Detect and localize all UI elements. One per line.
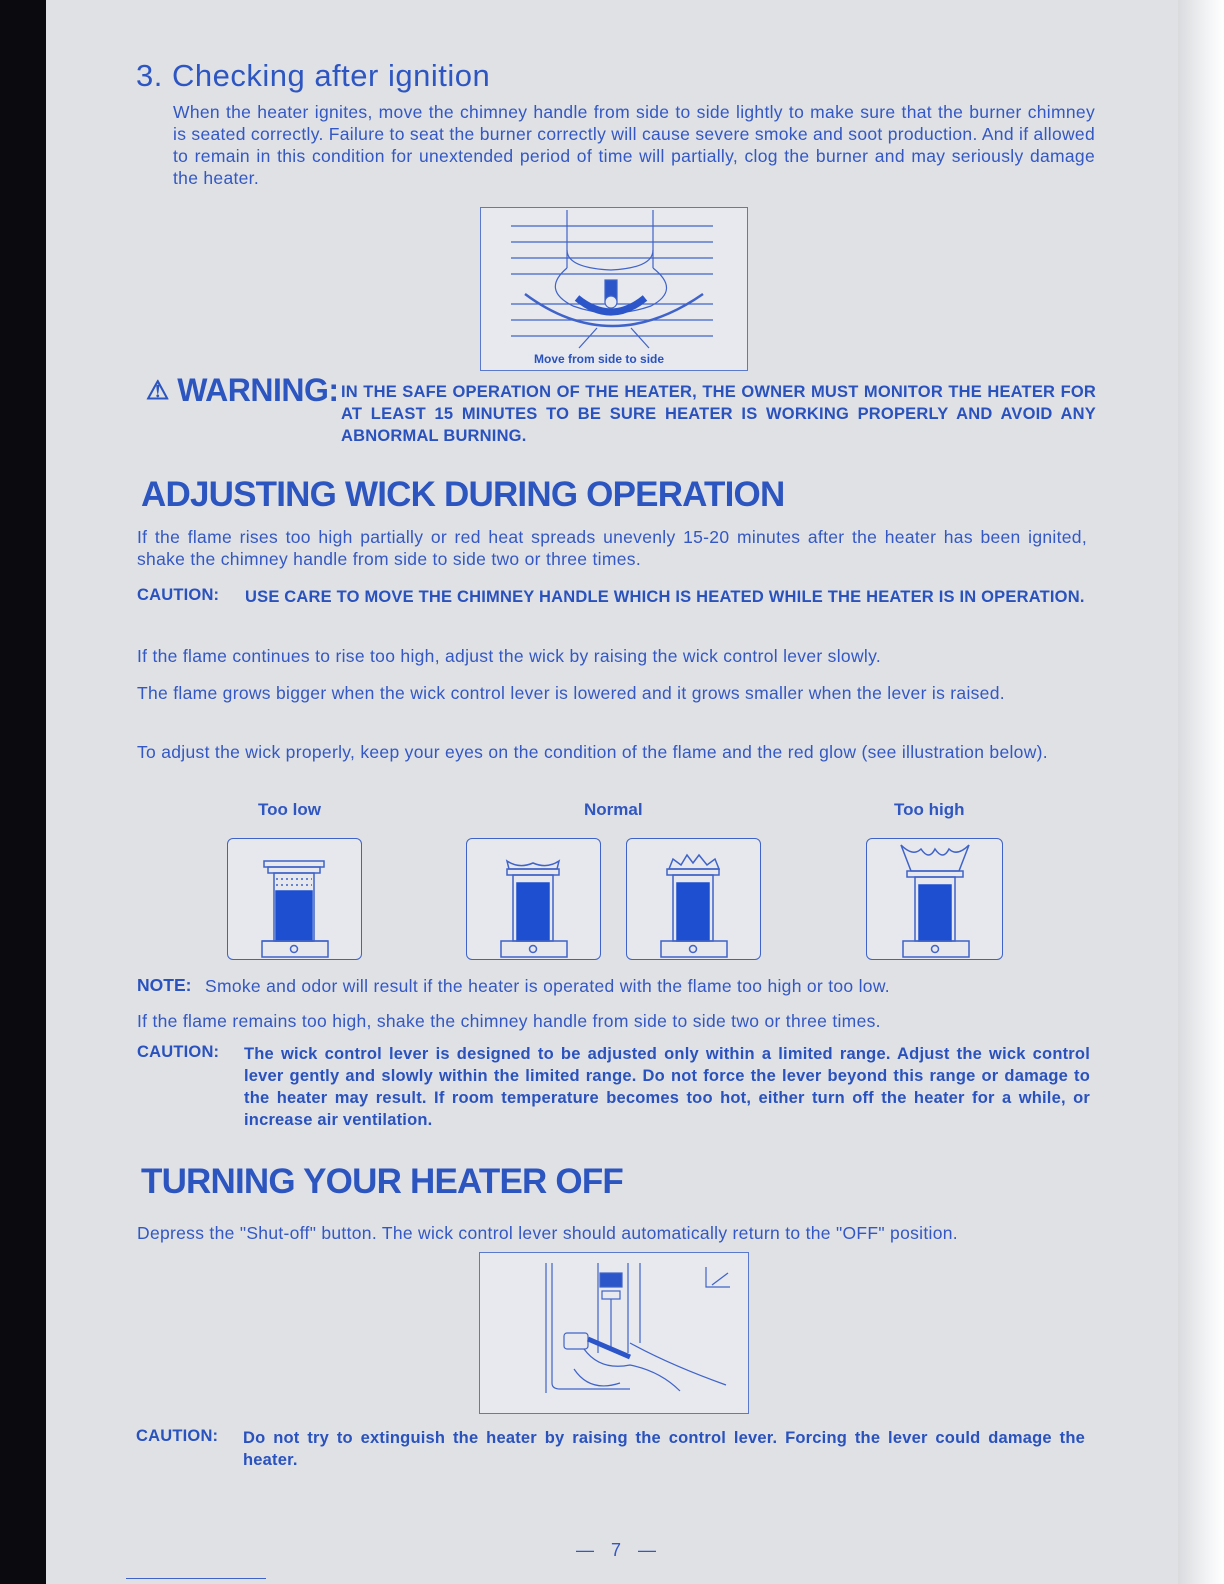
- caution-label-1: CAUTION:: [137, 586, 220, 604]
- page-binding-shadow: [0, 0, 46, 1584]
- warning-label: WARNING:: [177, 372, 339, 408]
- caution-text-3: Do not try to extinguish the heater by raising the control lever. Forcing the lever could damage the heater.: [243, 1429, 1085, 1469]
- adjusting-paragraph-2: If the flame continues to rise too high, adjust the wick by raising the wick control lever slowly.: [137, 646, 881, 666]
- note-text: Smoke and odor will result if the heater is operated with the flame too high or too low.: [205, 976, 890, 996]
- section-body-checking: When the heater ignites, move the chimney handle from side to side lightly to make sure that the burner chimney is seated correctly. Failure to seat the burner correctly will cause severe smoke and soot production. And if allowed to remain in this condition for unextended period of time will partially, clog the burner and may seriously damage the heater.: [173, 102, 1095, 188]
- label-too-low: Too low: [258, 800, 321, 819]
- caution-text-1: USE CARE TO MOVE THE CHIMNEY HANDLE WHICH IS HEATED WHILE THE HEATER IS IN OPERATION.: [245, 588, 1085, 606]
- bottom-rule: [126, 1578, 266, 1579]
- warning-text: IN THE SAFE OPERATION OF THE HEATER, THE OWNER MUST MONITOR THE HEATER FOR AT LEAST 15 MINUTES TO BE SURE HEATER IS WORKING PROPERLY AND AVOID ANY ABNORMAL BURNING.: [341, 383, 1096, 445]
- page-right-edge: [1178, 0, 1224, 1584]
- note-label: NOTE:: [137, 975, 192, 995]
- warning-heading: [146, 372, 339, 409]
- page-number: — 7 —: [576, 1540, 663, 1560]
- manual-page: [46, 0, 1178, 1584]
- chimney-handle-drawing: [481, 208, 747, 370]
- shutoff-drawing: [480, 1253, 748, 1413]
- flame-normal-illustration-a: [466, 838, 601, 960]
- caution-text-2: The wick control lever is designed to be adjusted only within a limited range. Adjust the wick control lever gently and slowly within the limited range. Do not force the lever beyond this range or damage to the heater may result. If room temperature becomes too hot, either turn off the heater for a while, or increase air ventilation.: [244, 1045, 1090, 1129]
- heading-turning-heater-off: TURNING YOUR HEATER OFF: [141, 1162, 623, 1201]
- heading-adjusting-wick: ADJUSTING WICK DURING OPERATION: [141, 475, 785, 514]
- turning-off-paragraph: Depress the "Shut-off" button. The wick control lever should automatically return to the "OFF" position.: [137, 1223, 958, 1243]
- label-normal: Normal: [584, 800, 643, 819]
- burner-too-high-icon: [867, 839, 1002, 959]
- adjusting-paragraph-3: The flame grows bigger when the wick control lever is lowered and it grows smaller when the lever is raised.: [137, 683, 1005, 703]
- label-too-high: Too high: [894, 800, 965, 819]
- section-title-checking-after-ignition: 3. Checking after ignition: [136, 58, 491, 93]
- figure-caption-move-side: Move from side to side: [534, 352, 665, 366]
- burner-too-low-icon: [228, 839, 361, 959]
- caution-label-3: CAUTION:: [136, 1427, 219, 1445]
- caution-label-2: CAUTION:: [137, 1043, 220, 1061]
- shutoff-button-illustration: [479, 1252, 749, 1414]
- flame-too-low-illustration: [227, 838, 362, 960]
- chimney-handle-illustration: [480, 207, 748, 371]
- flame-normal-illustration-b: [626, 838, 761, 960]
- burner-normal-icon: [467, 839, 600, 959]
- burner-normal-flame-icon: [627, 839, 760, 959]
- warning-triangle-icon: ⚠: [146, 375, 169, 405]
- flame-too-high-illustration: [866, 838, 1003, 960]
- adjusting-paragraph-4: To adjust the wick properly, keep your eyes on the condition of the flame and the red glow (see illustration below).: [137, 742, 1048, 762]
- adjusting-paragraph-5: If the flame remains too high, shake the chimney handle from side to side two or three times.: [137, 1011, 881, 1031]
- adjusting-paragraph-1: If the flame rises too high partially or red heat spreads unevenly 15-20 minutes after the heater has been ignited, shake the chimney handle from side to side two or three times.: [137, 527, 1087, 569]
